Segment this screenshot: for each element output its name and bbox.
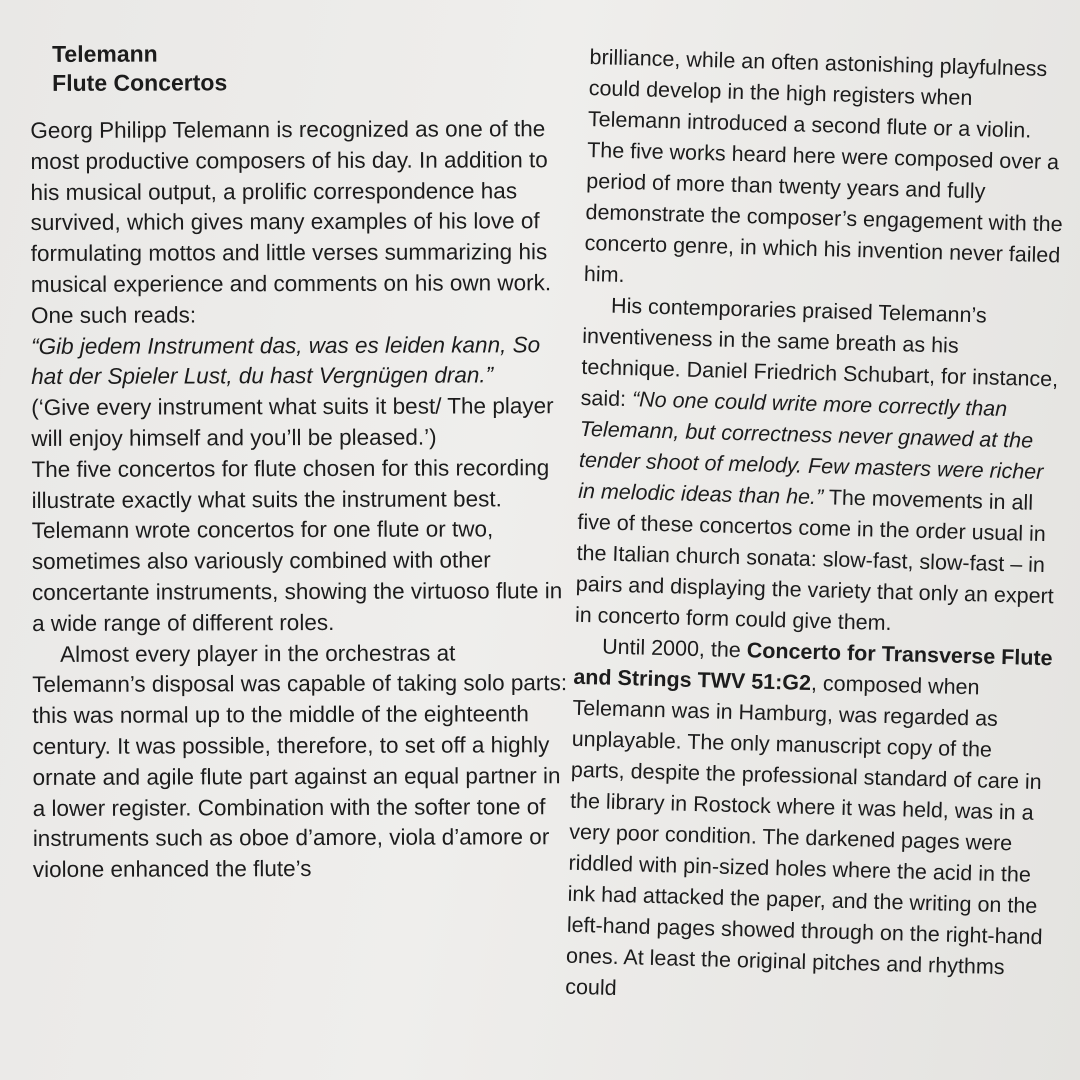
right-column	[565, 42, 1070, 1015]
manuscript-text-start: Until 2000, the	[601, 634, 748, 663]
intro-paragraph: Georg Philipp Telemann is recognized as one of the most productive composers of his day. In addition to his musical output, a prolific correspondence has survived, which gives many examples of his love of formulating mottos and little verses summarizing his musical experience and comments on his own work. One such reads:	[30, 116, 552, 328]
english-translation: (‘Give every instrument what suits it best/ The player will enjoy himself and you’ll be pleased.’)	[31, 393, 554, 451]
contemporaries-paragraph	[575, 290, 1064, 643]
manuscript-paragraph	[565, 631, 1055, 1015]
page-title	[52, 38, 570, 98]
left-column	[30, 38, 573, 886]
concerto-title: Concerto for Transverse Flute and Strings TWV 51:G2	[573, 638, 1053, 696]
concertos-paragraph: The five concertos for flute chosen for this recording illustrate exactly what suits the instrument best. Telemann wrote concertos for one flute or two, sometimes also variously combined with other concertante instruments, showing the virtuoso flute in a wide range of different roles.	[31, 454, 563, 636]
manuscript-text-end: , composed when Telemann was in Hamburg, was regarded as unplayable. The only manuscript copy of the parts, despite the professional standard of care in the library in Rostock where it was held, was in a very poor condition. The darkened pages were riddled with pin-sized holes where the acid in the ink had attacked the paper, and the writing on the left-hand pages showed through on the right-hand ones. At least the original pitches and rhythms could	[564, 671, 1043, 1001]
orchestra-paragraph: Almost every player in the orchestras at Telemann’s disposal was capable of taking solo parts: this was normal up to the middle of the eighteenth century. It was possible, therefore, to set off a highly ornate and agile flute part against an equal partner in a lower register. Combination with the softer tone of instruments such as oboe d’amore, viola d’amore or violone enhanced the flute’s	[32, 640, 568, 883]
contemporaries-text-end: The movements in all five of these concertos come in the order usual in the Italian church sonata: slow-fast, slow-fast – in pairs and displaying the variety that only an expert in concerto form could give them.	[574, 485, 1055, 636]
brilliance-paragraph: brilliance, while an often astonishing playfulness could develop in the high registers when Telemann introduced a second flute or a violin. The five works heard here were composed over a period of more than twenty years and fully demonstrate the composer’s engagement with the concerto genre, in which his invention never failed him.	[583, 44, 1063, 287]
german-quote-text: “Gib jedem Instrument das, was es leiden kann, So hat der Spieler Lust, du hast Vergnügen dran.”	[31, 331, 541, 390]
german-quote	[31, 330, 571, 393]
schubart-quote: “No one could write more correctly than Telemann, but correctness never gnawed at the tender shoot of melody. Few masters were richer in melodic ideas than he.”	[577, 387, 1044, 510]
title-line-1: Telemann	[52, 40, 158, 67]
title-line-2: Flute Concertos	[52, 69, 228, 96]
contemporaries-text-start: His contemporaries praised Telemann’s inventiveness in the same breath as his technique. Daniel Friedrich Schubart, for instance, said:	[580, 293, 1059, 412]
